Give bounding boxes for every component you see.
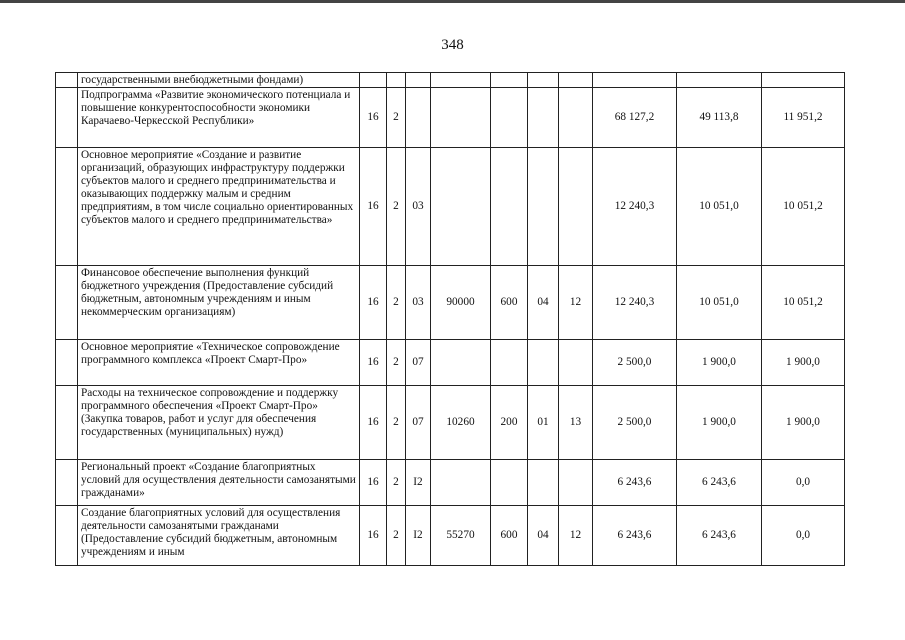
- code-2-cell: 2: [387, 148, 406, 266]
- code-6-cell: 01: [528, 386, 559, 460]
- value-1-cell: 12 240,3: [593, 266, 677, 340]
- value-3-cell: 1 900,0: [762, 386, 845, 460]
- value-1-cell: 6 243,6: [593, 506, 677, 566]
- code-2-cell: 2: [387, 386, 406, 460]
- code-5-cell: 600: [491, 506, 528, 566]
- code-4-cell: 10260: [431, 386, 491, 460]
- value-2-cell: [677, 73, 762, 88]
- code-2-cell: [387, 73, 406, 88]
- value-1-cell: [593, 73, 677, 88]
- row-number-cell: [56, 386, 78, 460]
- code-5-cell: [491, 460, 528, 506]
- row-number-cell: [56, 506, 78, 566]
- code-4-cell: [431, 460, 491, 506]
- table-body: [56, 73, 845, 566]
- code-6-cell: [528, 73, 559, 88]
- code-7-cell: [559, 340, 593, 386]
- value-2-cell: 10 051,0: [677, 266, 762, 340]
- code-3-cell: I2: [406, 506, 431, 566]
- code-5-cell: 200: [491, 386, 528, 460]
- value-2-cell: 6 243,6: [677, 506, 762, 566]
- code-1-cell: 16: [360, 340, 387, 386]
- code-6-cell: [528, 88, 559, 148]
- code-7-cell: 12: [559, 506, 593, 566]
- value-3-cell: 10 051,2: [762, 148, 845, 266]
- row-number-cell: [56, 266, 78, 340]
- code-7-cell: [559, 88, 593, 148]
- scan-top-border: [0, 0, 905, 3]
- value-2-cell: 49 113,8: [677, 88, 762, 148]
- code-3-cell: 03: [406, 148, 431, 266]
- table-row: [56, 460, 845, 506]
- code-7-cell: 13: [559, 386, 593, 460]
- code-6-cell: [528, 340, 559, 386]
- row-name-cell: Финансовое обеспечение выполнения функций бюджетного учреждения (Предоставление субсидий бюджетным, автономным учреждениям и иным некоммерческим организациям): [78, 266, 360, 340]
- table-row: [56, 506, 845, 566]
- value-2-cell: 1 900,0: [677, 386, 762, 460]
- code-5-cell: [491, 148, 528, 266]
- code-6-cell: 04: [528, 266, 559, 340]
- code-6-cell: [528, 460, 559, 506]
- value-3-cell: [762, 73, 845, 88]
- value-1-cell: 68 127,2: [593, 88, 677, 148]
- code-3-cell: 07: [406, 386, 431, 460]
- code-5-cell: [491, 88, 528, 148]
- code-1-cell: 16: [360, 88, 387, 148]
- code-3-cell: 07: [406, 340, 431, 386]
- value-2-cell: 1 900,0: [677, 340, 762, 386]
- row-number-cell: [56, 73, 78, 88]
- code-2-cell: 2: [387, 460, 406, 506]
- code-4-cell: [431, 88, 491, 148]
- table-row: [56, 148, 845, 266]
- row-number-cell: [56, 340, 78, 386]
- code-3-cell: [406, 73, 431, 88]
- budget-table: [55, 72, 845, 566]
- code-1-cell: [360, 73, 387, 88]
- code-2-cell: 2: [387, 266, 406, 340]
- table-row: [56, 88, 845, 148]
- row-name-cell: Подпрограмма «Развитие экономического потенциала и повышение конкурентоспособности экономики Карачаево-Черкесской Республики»: [78, 88, 360, 148]
- value-3-cell: 10 051,2: [762, 266, 845, 340]
- page-number: 348: [441, 37, 464, 53]
- code-1-cell: 16: [360, 266, 387, 340]
- code-1-cell: 16: [360, 148, 387, 266]
- value-1-cell: 12 240,3: [593, 148, 677, 266]
- code-4-cell: [431, 340, 491, 386]
- code-3-cell: 03: [406, 266, 431, 340]
- code-7-cell: [559, 148, 593, 266]
- code-2-cell: 2: [387, 506, 406, 566]
- code-1-cell: 16: [360, 386, 387, 460]
- code-1-cell: 16: [360, 506, 387, 566]
- code-4-cell: [431, 73, 491, 88]
- table-row: [56, 266, 845, 340]
- row-name-cell: Расходы на техническое сопровождение и поддержку программного обеспечения «Проект Смарт-Про» (Закупка товаров, работ и услуг для обеспечения государственных (муниципальных) нужд): [78, 386, 360, 460]
- code-2-cell: 2: [387, 88, 406, 148]
- code-6-cell: 04: [528, 506, 559, 566]
- row-name-cell: Создание благоприятных условий для осуществления деятельности самозанятыми гражданами (Предоставление субсидий бюджетным, автономным учреждениям и иным: [78, 506, 360, 566]
- row-name-cell: Основное мероприятие «Техническое сопровождение программного комплекса «Проект Смарт-Про»: [78, 340, 360, 386]
- code-5-cell: [491, 340, 528, 386]
- code-7-cell: [559, 460, 593, 506]
- row-name-cell: Основное мероприятие «Создание и развитие организаций, образующих инфраструктуру поддержки субъектов малого и среднего предпринимательства и оказывающих поддержку малым и средним предприятиям, в том числе социально ориентированных субъектов малого и среднего предпринимательства»: [78, 148, 360, 266]
- code-4-cell: 90000: [431, 266, 491, 340]
- code-1-cell: 16: [360, 460, 387, 506]
- row-number-cell: [56, 460, 78, 506]
- code-4-cell: [431, 148, 491, 266]
- value-1-cell: 6 243,6: [593, 460, 677, 506]
- code-6-cell: [528, 148, 559, 266]
- value-2-cell: 10 051,0: [677, 148, 762, 266]
- code-2-cell: 2: [387, 340, 406, 386]
- code-3-cell: [406, 88, 431, 148]
- table-row: [56, 73, 845, 88]
- code-7-cell: [559, 73, 593, 88]
- code-5-cell: 600: [491, 266, 528, 340]
- row-name-cell: Региональный проект «Создание благоприятных условий для осуществления деятельности самозанятыми гражданами»: [78, 460, 360, 506]
- value-3-cell: 0,0: [762, 460, 845, 506]
- row-number-cell: [56, 148, 78, 266]
- row-number-cell: [56, 88, 78, 148]
- code-4-cell: 55270: [431, 506, 491, 566]
- code-7-cell: 12: [559, 266, 593, 340]
- table-row: [56, 340, 845, 386]
- code-3-cell: I2: [406, 460, 431, 506]
- code-5-cell: [491, 73, 528, 88]
- value-1-cell: 2 500,0: [593, 386, 677, 460]
- value-3-cell: 0,0: [762, 506, 845, 566]
- table-row: [56, 386, 845, 460]
- row-name-cell: государственными внебюджетными фондами): [78, 73, 360, 88]
- value-3-cell: 11 951,2: [762, 88, 845, 148]
- value-2-cell: 6 243,6: [677, 460, 762, 506]
- value-1-cell: 2 500,0: [593, 340, 677, 386]
- value-3-cell: 1 900,0: [762, 340, 845, 386]
